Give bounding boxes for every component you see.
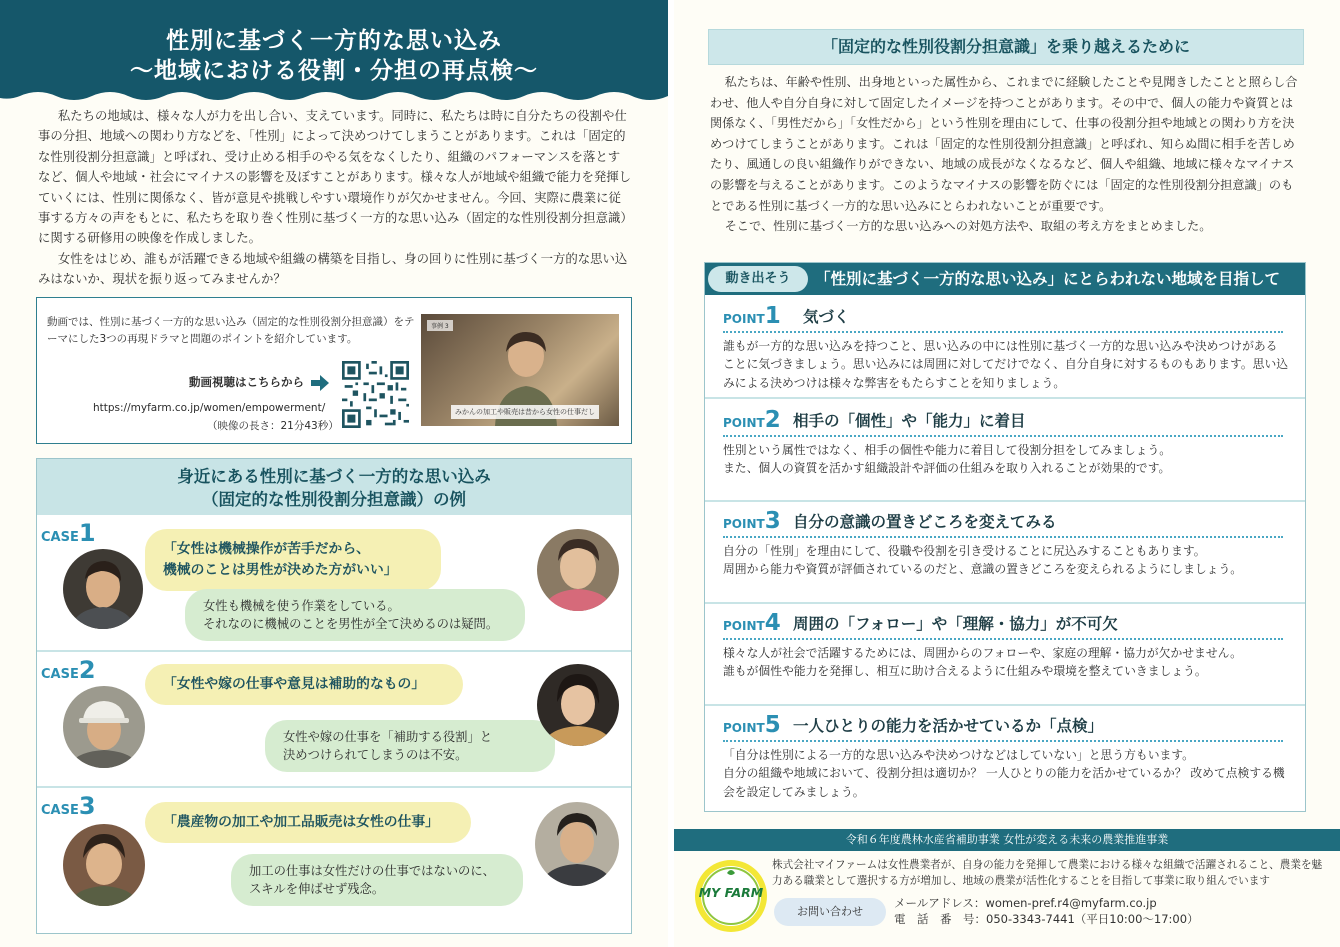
cases-heading-line1: 身近にある性別に基づく一方的な思い込み bbox=[177, 467, 491, 486]
dotted-divider bbox=[723, 435, 1283, 437]
case-label: CASE1 bbox=[41, 519, 96, 547]
arrow-right-icon bbox=[311, 375, 329, 391]
title-banner bbox=[0, 0, 668, 112]
intro-paragraph-1: 私たちの地域は、様々な人が力を出し合い、支えています。同時に、私たちは時に自分たちの役割や仕事の分担、地域への関わり方などを、「性別」によって決めつけてしまうことがあります。これは「固定的な性別役割分担意識」と呼ばれ、受け止める相手のやる気をなくしたり、組織のパフォーマンスを落とすなど、個人や地域・社会にマイナスの影響を及ぼすことがあります。様々な人が地域や組織で能力を発揮していくには、性別に関係なく、皆が意見や挑戦しやすい環境作りが欠かせません。今回、実際に農業に従事する方々の声をもとに、私たちを取り巻く性別に基づく一方的な思い込み（固定的な性別役割分担意識）に関する研修用の映像を作成しました。 bbox=[38, 108, 632, 246]
right-intro-paragraph-1: 私たちは、年齢や性別、出身地といった属性から、これまでに経験したことや見聞きしたことと照らし合わせ、他人や自分自身に対して固定したイメージを持つことがあります。その中で、個人の能力や資質とは関係なく、「男性だから」「女性だから」という性別を理由にして、仕事の役割分担や地域との関わり方を決めつけてしまうことがあります。これは「固定的な性別役割分担意識」と呼ばれ、知らぬ間に相手を苦しめたり、風通しの良い組織作りができない、地域の成長がなくなるなど、個人や組織、地域に様々なマイナスの影響を与えることがあります。このようなマイナスの影響を防ぐには「固定的な性別役割分担意識」のもとである性別に基づく一方的な思い込みにとらわれないことが重要です。 bbox=[710, 75, 1298, 213]
point-4 bbox=[705, 604, 1305, 704]
point-label: POINT3 bbox=[723, 508, 781, 534]
point-body: 「自分は性別による一方的な思い込みや決めつけなどはしていない」と思う方もいます。 自分の組織や地域において、役割分担は適切か？ 一人ひとりの能力を活かせているか？ 改めて点検する機会を設定してみましょう。 bbox=[723, 748, 1285, 799]
dotted-divider bbox=[723, 536, 1283, 538]
case-2-quote-bubble: 「女性や嫁の仕事や意見は補助的なもの」 bbox=[145, 664, 463, 705]
point-1 bbox=[705, 297, 1305, 397]
dotted-divider bbox=[723, 740, 1283, 742]
thumbnail-caption: みかんの加工や販売は昔から女性の仕事だし bbox=[451, 405, 599, 419]
case-2 bbox=[37, 652, 631, 787]
point-label: POINT2 bbox=[723, 407, 781, 433]
video-description: 動画では、性別に基づく一方的な思い込み（固定的な性別役割分担意識）をテーマにした3つの再現ドラマと問題のポイントを紹介しています。 bbox=[47, 316, 415, 345]
point-2 bbox=[705, 399, 1305, 499]
right-intro-text bbox=[710, 72, 1304, 237]
dotted-divider bbox=[723, 331, 1283, 333]
page-title: 性別に基づく一方的な思い込み bbox=[166, 28, 502, 54]
case-1-reply-bubble: 女性も機械を使う作業をしている。 それなのに機械のことを男性が全て決めるのは疑問。 bbox=[185, 589, 525, 641]
banner-text: 「性別に基づく一方的な思い込み」にとらわれない地域を目指して bbox=[815, 270, 1281, 288]
intro-paragraph-2: 女性をはじめ、誰もが活躍できる地域や組織の構築を目指し、身の回りに性別に基づく一方的な思い込みはないか、現状を振り返ってみませんか？ bbox=[38, 250, 628, 287]
banner-pill: 動き出そう bbox=[708, 266, 808, 292]
company-description: 株式会社マイファームは女性農業者が、自身の能力を発揮して農業における様々な組織で活躍されること、農業を魅力ある職業として選択する方が増加し、地域の農業が活性化することを目指して事業に取り組んでいます bbox=[772, 859, 1323, 887]
point-label: POINT1 bbox=[723, 303, 781, 329]
logo-text: MY FARM bbox=[698, 885, 764, 900]
footer bbox=[674, 851, 1340, 947]
phone-line[interactable]: 電 話 番 号：050-3343-7441（平日10:00～17:00） bbox=[894, 912, 1199, 926]
right-intro-paragraph-2: そこで、性別に基づく一方的な思い込みへの対処方法や、取組の考え方をまとめました。 bbox=[724, 219, 1212, 234]
page-subtitle: 〜地域における役割・分担の再点検〜 bbox=[130, 58, 538, 84]
point-body: 誰もが一方的な思い込みを持つこと、思い込みの中には性別に基づく一方的な思い込みや決めつけがあることに気づきましょう。思い込みには周囲に対してだけでなく、自分自身に対するものもあります。思い込みによる決めつけは様々な弊害をもたらすことを知りましょう。 bbox=[723, 339, 1289, 390]
point-5 bbox=[705, 706, 1305, 811]
man-portrait-icon bbox=[63, 549, 143, 629]
woman-portrait-icon bbox=[537, 529, 619, 611]
point-title: 周囲の「フォロー」や「理解・協力」が不可欠 bbox=[793, 615, 1118, 633]
thumbnail-tag: 事例 3 bbox=[427, 320, 453, 331]
point-title: 一人ひとりの能力を活かせているか「点検」 bbox=[793, 717, 1104, 735]
cases-section bbox=[36, 458, 632, 934]
points-banner bbox=[705, 263, 1305, 295]
left-page bbox=[0, 0, 668, 947]
case-1 bbox=[37, 515, 631, 651]
case-3 bbox=[37, 788, 631, 932]
footer-program-bar: 令和６年度農林水産省補助事業 女性が変える未来の農業推進事業 bbox=[674, 829, 1340, 851]
man-portrait-icon bbox=[535, 802, 619, 886]
point-title: 気づく bbox=[803, 308, 850, 326]
man-with-cap-portrait-icon bbox=[63, 686, 145, 768]
section-title: 「固定的な性別役割分担意識」を乗り越えるために bbox=[708, 29, 1304, 65]
contact-button[interactable]: お問い合わせ bbox=[774, 898, 886, 926]
dotted-divider bbox=[723, 638, 1283, 640]
point-title: 自分の意識の置きどころを変えてみる bbox=[793, 513, 1057, 531]
intro-text bbox=[38, 106, 632, 290]
case-1-quote-bubble: 「女性は機械操作が苦手だから、 機械のことは男性が決めた方がいい」 bbox=[145, 529, 441, 591]
case-label: CASE2 bbox=[41, 656, 96, 684]
point-body: 自分の「性別」を理由にして、役職や役割を引き受けることに尻込みすることもあります。 周囲から能力や資質が評価されているのだと、意識の置きどころを変えられるようにしましょう。 bbox=[723, 544, 1243, 577]
point-label: POINT4 bbox=[723, 610, 781, 636]
cases-heading bbox=[37, 459, 631, 515]
qr-code-icon[interactable] bbox=[342, 361, 409, 428]
video-url-link[interactable]: https://myfarm.co.jp/women/empowerment/ bbox=[93, 402, 326, 414]
video-info-box bbox=[36, 297, 632, 444]
right-page bbox=[674, 0, 1340, 947]
point-3 bbox=[705, 502, 1305, 602]
video-thumbnail[interactable] bbox=[421, 314, 619, 426]
woman-portrait-icon bbox=[63, 824, 145, 906]
points-section bbox=[704, 262, 1306, 812]
point-title: 相手の「個性」や「能力」に着目 bbox=[793, 412, 1026, 430]
case-label: CASE3 bbox=[41, 792, 96, 820]
case-3-quote-bubble: 「農産物の加工や加工品販売は女性の仕事」 bbox=[145, 802, 471, 843]
video-cta-text: 動画視聴はこちらから bbox=[189, 375, 304, 389]
case-2-reply-bubble: 女性や嫁の仕事を「補助する役割」と 決めつけられてしまうのは不安。 bbox=[265, 720, 555, 772]
point-body: 様々な人が社会で活躍するためには、周囲からのフォローや、家庭の理解・協力が欠かせません。 誰もが個性や能力を発揮し、相互に助け合えるように仕組みや環境を整えていきましょう。 bbox=[723, 646, 1242, 679]
case-3-reply-bubble: 加工の仕事は女性だけの仕事ではないのに、 スキルを伸ばせず残念。 bbox=[231, 854, 523, 906]
email-line[interactable]: メールアドレス：women-pref.r4@myfarm.co.jp bbox=[894, 896, 1157, 910]
video-length: （映像の長さ：21分43秒） bbox=[207, 420, 339, 432]
point-body: 性別という属性ではなく、相手の個性や能力に着目して役割分担をしてみましょう。 また、個人の資質を活かす組織設計や評価の仕組みを取り入れることが効果的です。 bbox=[723, 443, 1172, 476]
woman-portrait-icon bbox=[537, 664, 619, 746]
point-label: POINT5 bbox=[723, 712, 781, 738]
cases-heading-line2: （固定的な性別役割分担意識）の例 bbox=[202, 490, 466, 509]
